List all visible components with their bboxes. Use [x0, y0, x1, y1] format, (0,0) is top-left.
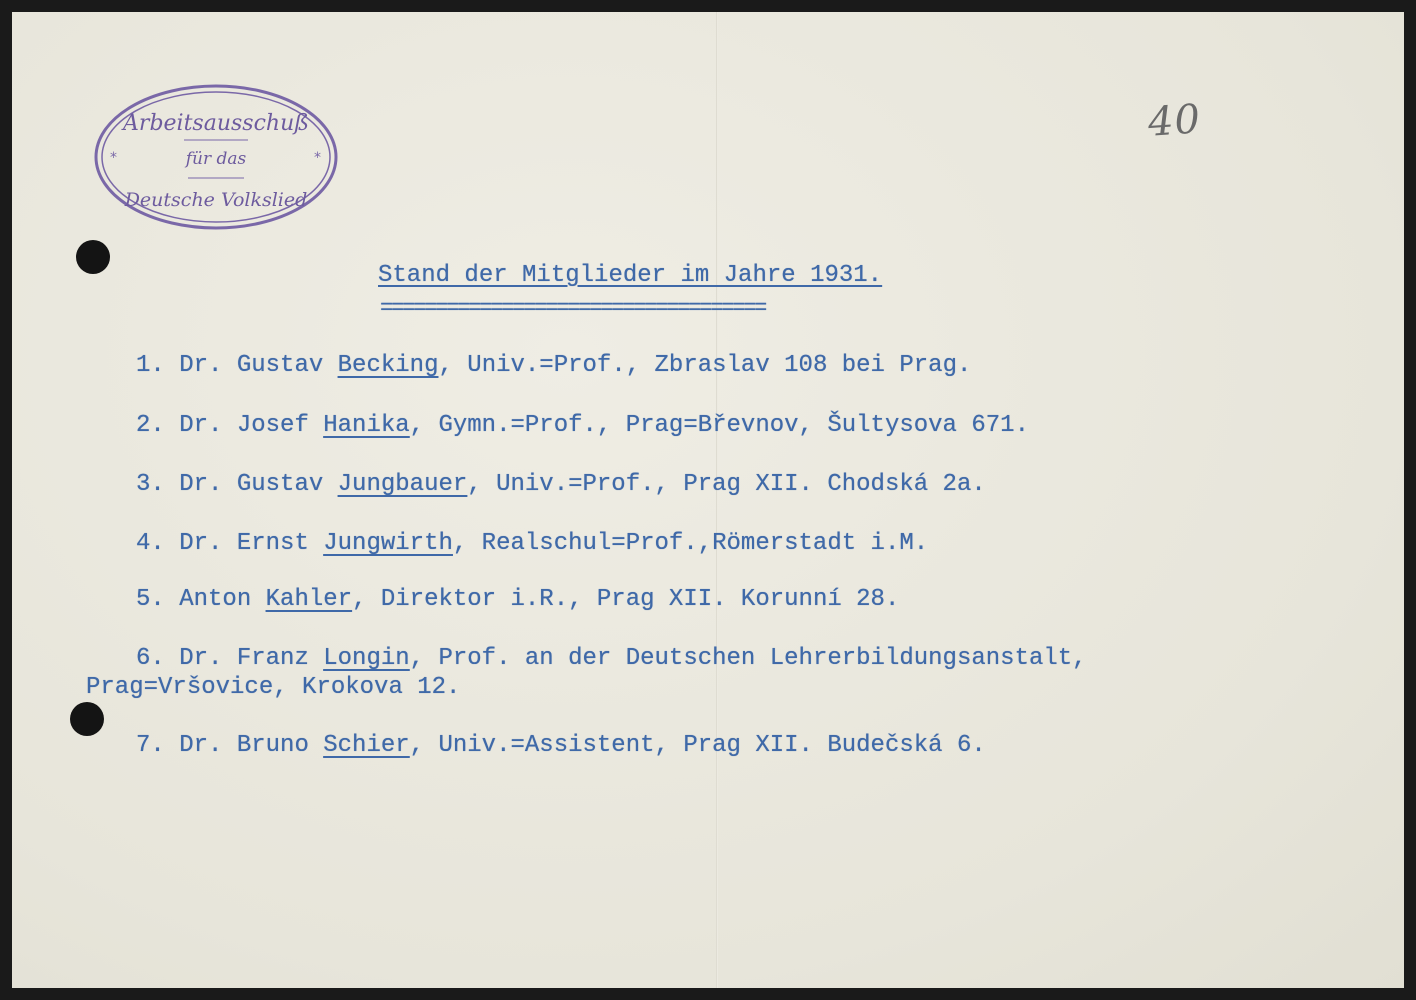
member-number: 5.	[136, 586, 165, 613]
stamp-line-3: Deutsche Volkslied	[124, 189, 308, 211]
list-item	[136, 530, 928, 557]
member-number: 6.	[136, 645, 165, 672]
member-surname: Hanika	[323, 412, 410, 439]
member-surname: Kahler	[265, 586, 353, 613]
document-page	[12, 12, 1404, 988]
list-item	[136, 645, 1087, 672]
member-number: 1.	[136, 352, 165, 379]
member-prefix: Dr. Gustav	[179, 471, 338, 498]
member-prefix: Dr. Bruno	[179, 732, 324, 759]
member-address-continuation: Prag=Vršovice, Krokova 12.	[86, 674, 461, 701]
member-details: , Gymn.=Prof., Prag=Břevnov, Šultysova 671.	[409, 412, 1029, 439]
member-details: , Univ.=Prof., Zbraslav 108 bei Prag.	[438, 352, 972, 379]
list-item	[136, 412, 1029, 439]
member-number: 2.	[136, 412, 165, 439]
member-surname: Longin	[323, 645, 410, 672]
member-surname: Becking	[337, 352, 439, 379]
stamp-line-1: Arbeitsausschuß	[123, 111, 309, 136]
member-details: , Univ.=Assistent, Prag XII. Budečská 6.	[409, 732, 986, 759]
member-number: 3.	[136, 471, 165, 498]
member-prefix: Dr. Gustav	[179, 352, 338, 379]
punch-hole-bottom	[70, 702, 104, 736]
member-prefix: Anton	[179, 586, 266, 613]
paper-fold	[716, 12, 718, 988]
stamp-line-2: für das	[185, 149, 247, 169]
member-number: 7.	[136, 732, 165, 759]
member-surname: Jungbauer	[337, 471, 468, 498]
document-title: Stand der Mitglieder im Jahre 1931.	[378, 262, 883, 289]
member-prefix: Dr. Josef	[179, 412, 324, 439]
list-item	[136, 471, 986, 498]
list-item	[136, 352, 971, 379]
organization-stamp	[92, 82, 340, 232]
list-item	[136, 732, 986, 759]
page-number: 40	[1146, 96, 1203, 146]
member-surname: Jungwirth	[323, 530, 453, 557]
svg-text:*: *	[314, 150, 321, 166]
member-details: , Realschul=Prof.,Römerstadt i.M.	[452, 530, 929, 557]
svg-text:*: *	[110, 150, 117, 166]
member-prefix: Dr. Ernst	[179, 530, 324, 557]
list-item	[136, 586, 899, 613]
member-details: , Prof. an der Deutschen Lehrerbildungsanstalt,	[409, 645, 1087, 672]
member-number: 4.	[136, 530, 165, 557]
member-details: , Direktor i.R., Prag XII. Korunní 28.	[352, 586, 900, 613]
title-double-rule: ===================================	[380, 296, 766, 321]
member-prefix: Dr. Franz	[179, 645, 324, 672]
member-details: , Univ.=Prof., Prag XII. Chodská 2a.	[467, 471, 986, 498]
member-surname: Schier	[323, 732, 410, 759]
punch-hole-top	[76, 240, 110, 274]
